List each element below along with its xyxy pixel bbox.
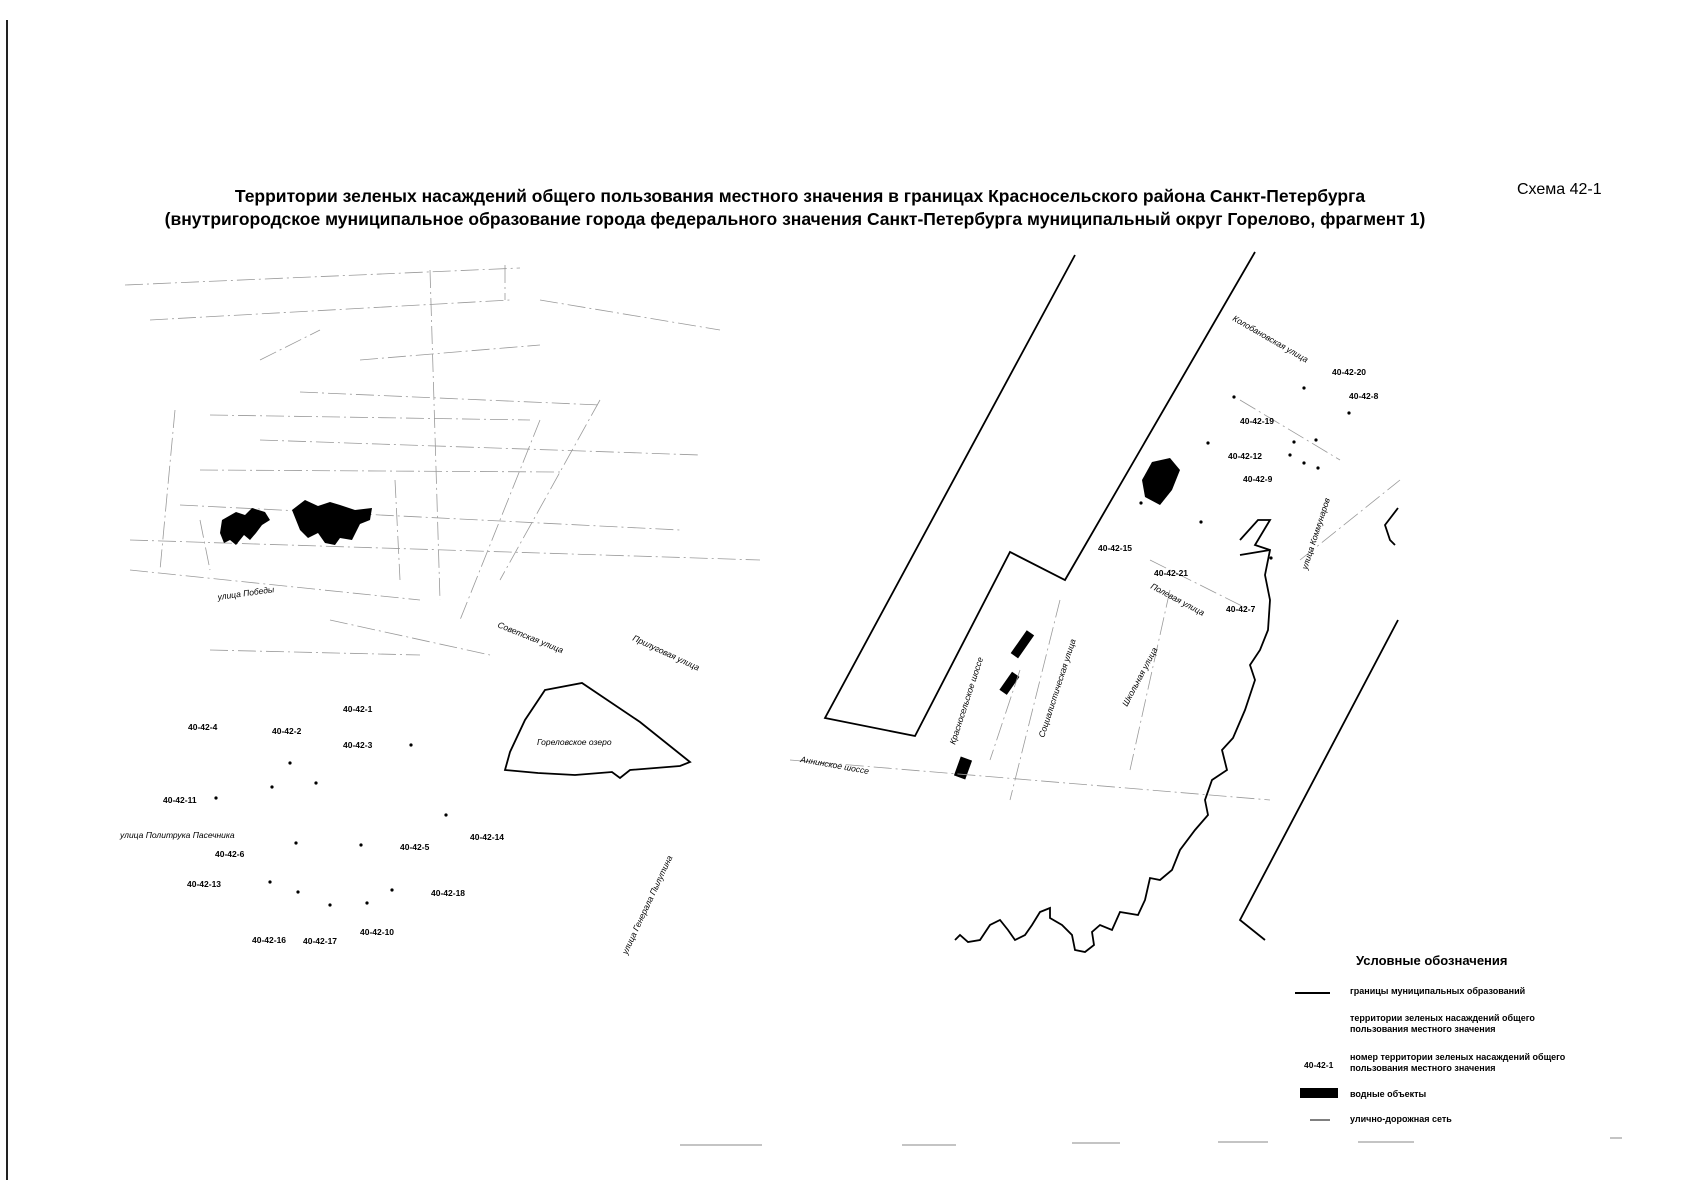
territory-label: 40-42-21 <box>1154 568 1189 578</box>
legend-title: Условные обозначения <box>1356 953 1508 968</box>
territory-label: 40-42-12 <box>1228 451 1263 461</box>
territory-label: 40-42-7 <box>1226 604 1256 614</box>
pond-west <box>220 508 270 545</box>
street-polevaya: Полевая улица <box>1149 580 1207 618</box>
pond-canal-3 <box>954 757 972 780</box>
street-pobedy: улица Победы <box>216 584 275 602</box>
scheme-number: Схема 42-1 <box>1517 181 1602 198</box>
street-sovetskaya: Советская улица <box>496 619 565 656</box>
pond-north <box>1142 458 1180 505</box>
pond-canal-2 <box>999 672 1019 695</box>
street-pasechnika: улица Политрука Пасечника <box>120 830 235 840</box>
municipal-boundaries <box>825 252 1398 952</box>
pond-canal-1 <box>1011 630 1034 658</box>
street-krasnoselskoe: Красносельское шоссе <box>947 655 986 746</box>
territory-label: 40-42-16 <box>252 935 287 945</box>
street-labels <box>119 313 1332 957</box>
water-bodies <box>220 458 1180 779</box>
street-prilugovaya: Прилуговая улица <box>631 632 702 673</box>
street-anninskoe: Аннинское шоссе <box>799 754 870 777</box>
road-network-right <box>790 400 1400 800</box>
territory-label: 40-42-5 <box>400 842 430 852</box>
territory-label: 40-42-13 <box>187 879 222 889</box>
territory-label: 40-42-9 <box>1243 474 1273 484</box>
territory-label: 40-42-15 <box>1098 543 1133 553</box>
territory-label: 40-42-8 <box>1349 391 1379 401</box>
legend-boundaries: границы муниципальных образований <box>1350 986 1526 996</box>
legend-number-desc: номер территории зеленых насаждений общего пользования местного значения <box>1350 1052 1566 1073</box>
territory-label: 40-42-3 <box>343 740 373 750</box>
territory-label: 40-42-17 <box>303 936 338 946</box>
territory-label: 40-42-10 <box>360 927 395 937</box>
scan-lines <box>680 1138 1622 1145</box>
green-area-markers <box>214 386 1350 906</box>
territory-label: 40-42-11 <box>163 795 197 805</box>
legend-roads: улично-дорожная сеть <box>1350 1114 1452 1124</box>
territory-label: 40-42-2 <box>272 726 302 736</box>
territory-label: 40-42-20 <box>1332 367 1367 377</box>
boundary-symbol <box>1290 990 1330 996</box>
territory-label: 40-42-6 <box>215 849 245 859</box>
territory-labels <box>163 367 1379 946</box>
street-kolobanovskaya: Колобановская улица <box>1231 313 1311 365</box>
street-kommunarov: улица Коммунаров <box>1299 496 1332 571</box>
legend-green-areas: территории зеленых насаждений общего пользования местного значения <box>1350 1013 1535 1034</box>
map-title: Территории зеленых насаждений общего пользования местного значения в границах Красносельского района Санкт-Петербурга <box>234 186 1366 206</box>
street-shkolnaya: Школьная улица <box>1119 645 1160 708</box>
label-gorelovskoe-lake: Гореловское озеро <box>537 737 612 747</box>
gorelovskoe-lake <box>505 683 690 778</box>
road-symbol <box>1290 1117 1330 1123</box>
legend-number-sample: 40-42-1 <box>1304 1060 1334 1070</box>
legend-water: водные объекты <box>1350 1089 1427 1099</box>
street-pylutina: улица Генерала Пылутина <box>619 853 675 956</box>
street-socialisticheskaya: Социалистическая улица <box>1036 637 1078 739</box>
water-symbol <box>1290 1086 1338 1100</box>
pond-east <box>292 500 372 545</box>
territory-label: 40-42-1 <box>343 704 373 714</box>
territory-label: 40-42-14 <box>470 832 505 842</box>
territory-label: 40-42-19 <box>1240 416 1275 426</box>
territory-label: 40-42-18 <box>431 888 466 898</box>
map-subtitle: (внутригородское муниципальное образование города федерального значения Санкт-Петербурга муниципальный округ Горелово, фрагмент 1) <box>164 209 1426 229</box>
territory-label: 40-42-4 <box>188 722 218 732</box>
